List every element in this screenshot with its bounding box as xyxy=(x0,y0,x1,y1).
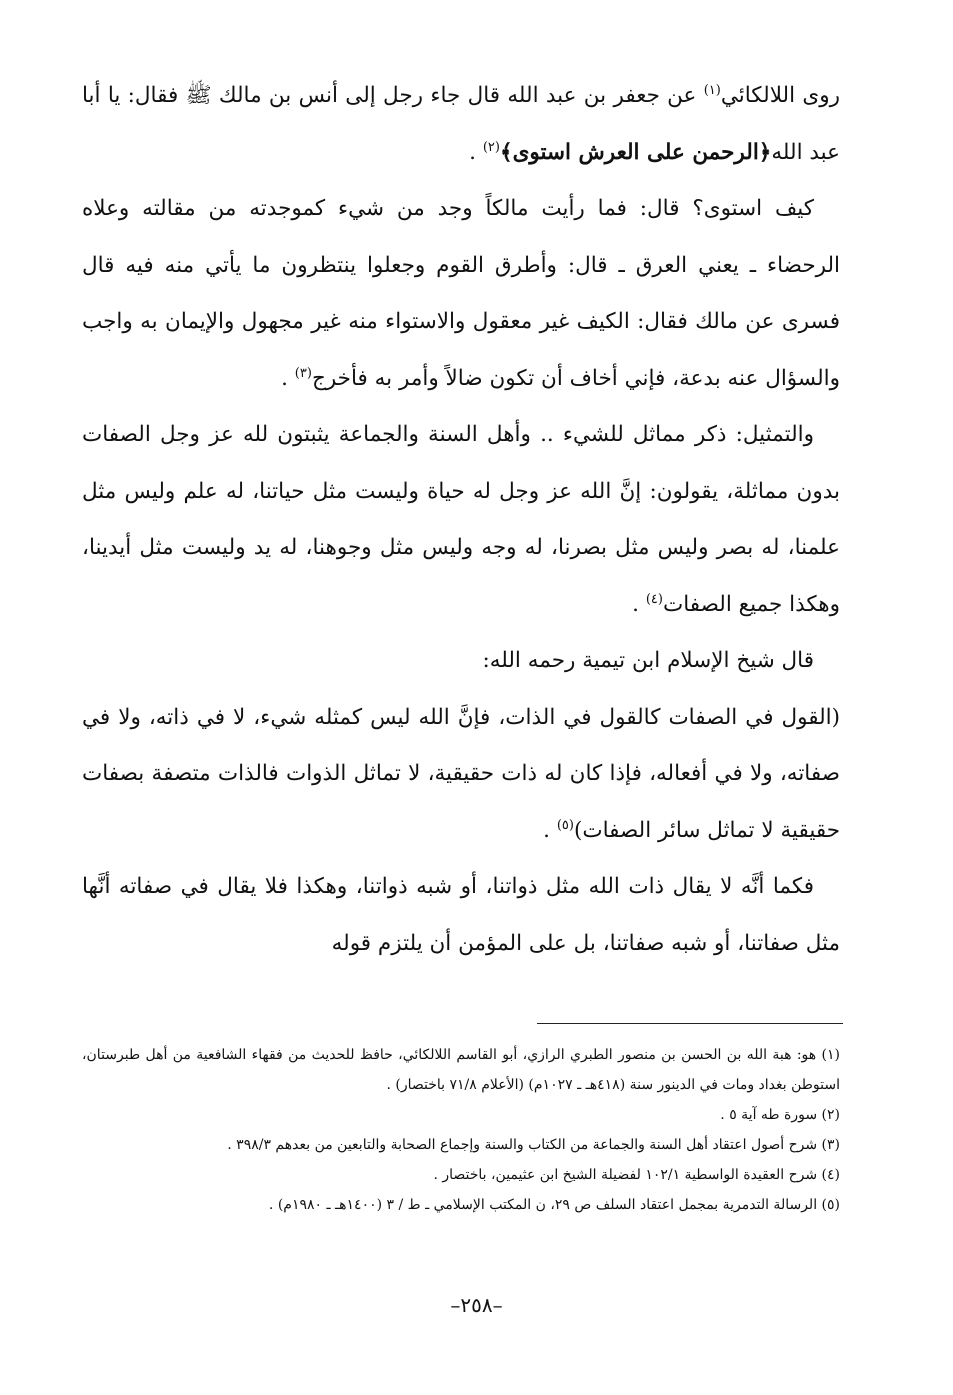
paragraph xyxy=(82,181,840,407)
paragraph xyxy=(82,859,840,972)
quran-verse: ﴿الرحمن على العرش استوى﴾ xyxy=(499,139,772,165)
text-run: (القول في الصفات كالقول في الذات، فإنَّ الله ليس كمثله شيء، لا في ذاته، ولا في صفاته، ولا في أفعاله، فإذا كان له ذات حقيقية، لا تماثل الذوات فالذات متصفة بصفات حقيقية لا تماثل سائر الصفات) xyxy=(82,704,840,843)
footnote: (٣) شرح أصول اعتقاد أهل السنة والجماعة من الكتاب والسنة وإجماع الصحابة والتابعين من بعدهم ٣٩٨/٣ . xyxy=(227,1137,840,1153)
text-run: فكما أنَّه لا يقال ذات الله مثل ذواتنا، أو شبه ذواتنا، وهكذا فلا يقال في صفاته أنَّها مثل صفاتنا، أو شبه صفاتنا، بل على المؤمن أن يلتزم قوله xyxy=(82,874,840,956)
text-run: . xyxy=(281,365,295,391)
text-run: . xyxy=(632,591,646,617)
footnote-reference: (٢) xyxy=(482,139,500,155)
main-text xyxy=(82,68,840,972)
page-number: –٢٥٨– xyxy=(450,1293,503,1317)
paragraph xyxy=(82,407,840,633)
text-run: كيف استوى؟ قال: فما رأيت مالكاً وجد من شيء كموجدته من مقالته وعلاه الرحضاء ـ يعني العرق ـ قال: وأطرق القوم وجعلوا ينتظرون ما يأتي منه فيه قال فسرى عن مالك فقال: الكيف غير معقول والاستواء منه غير مجهول والإيمان به واجب والسؤال عنه بدعة، فإني أخاف أن تكون ضالاً وأمر به فأخرج xyxy=(82,196,840,391)
footnote-reference: (٥) xyxy=(556,817,574,833)
footnotes xyxy=(82,1040,840,1220)
paragraph xyxy=(82,633,840,690)
footnote-divider xyxy=(537,1023,843,1024)
footnote-reference: (٤) xyxy=(645,591,663,607)
text-run: قال شيخ الإسلام ابن تيمية رحمه الله: xyxy=(482,648,814,673)
text-run: عن جعفر بن عبد الله قال جاء رجل إلى أنس بن مالك ﷺ فقال: يا أبا عبد الله xyxy=(82,83,840,165)
footnote: (١) هو: هبة الله بن الحسن بن منصور الطبري الرازي، أبو القاسم اللالكائي، حافظ للحديث من فقهاء الشافعية من أهل طبرستان، استوطن بغداد ومات في الدينور سنة (٤١٨هـ ـ ١٠٢٧م) (الأعلام ٧١/٨ باختصار) . xyxy=(82,1047,840,1093)
footnote: (٤) شرح العقيدة الواسطية ١٠٢/١ لفضيلة الشيخ ابن عثيمين، باختصار . xyxy=(433,1167,840,1183)
text-run: . xyxy=(469,139,483,165)
footnote: (٢) سورة طه آية ٥ . xyxy=(720,1107,840,1123)
paragraph xyxy=(82,690,840,860)
text-run: والتمثيل: ذكر مماثل للشيء .. وأهل السنة والجماعة يثبتون لله عز وجل الصفات بدون مماثلة، يقولون: إنَّ الله عز وجل له حياة وليست مثل حياتنا، له علم وليس مثل علمنا، له بصر وليس مثل بصرنا، له وجه وليس مثل وجوهنا، له يد وليست مثل أيدينا، وهكذا جميع الصفات xyxy=(82,422,840,617)
footnote-reference: (١) xyxy=(703,82,721,98)
paragraph xyxy=(82,68,840,181)
text-run: روى اللالكائي xyxy=(720,83,840,108)
text-run: . xyxy=(543,817,557,843)
footnote-reference: (٣) xyxy=(294,365,312,381)
footnote: (٥) الرسالة التدمرية بمجمل اعتقاد السلف ص ٢٩، ن المكتب الإسلامي ـ ط / ٣ (١٤٠٠هـ ـ ١٩٨٠م) . xyxy=(268,1197,840,1213)
